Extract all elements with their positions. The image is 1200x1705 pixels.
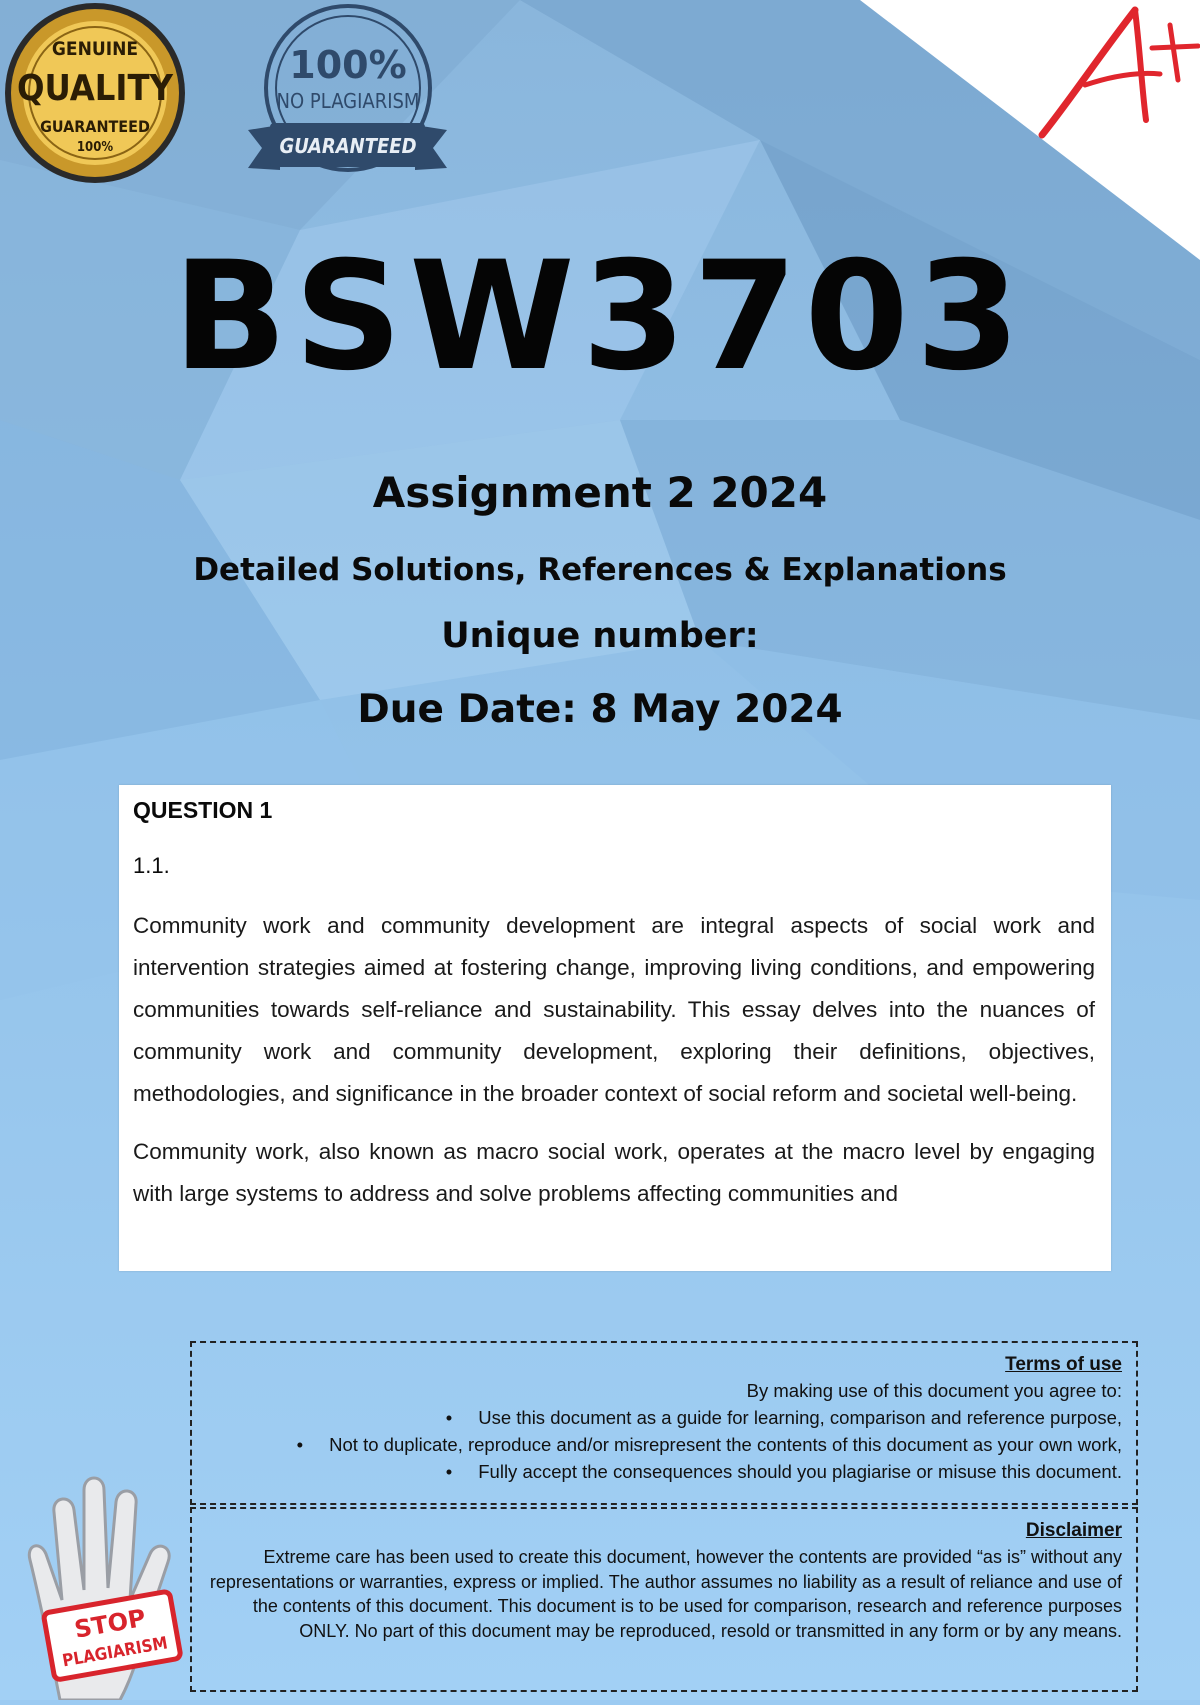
solutions-subtitle: Detailed Solutions, References & Explanations <box>193 552 1007 588</box>
stop-text: STOP <box>72 1603 148 1644</box>
terms-item-text: Use this document as a guide for learning, comparison and reference purpose, <box>478 1407 1122 1428</box>
plagiarism-text: PLAGIARISM <box>60 1633 170 1672</box>
plag-seal-percent: 100% <box>289 43 407 87</box>
terms-intro: By making use of this document you agree to: <box>746 1380 1122 1401</box>
plag-seal-text: NO PLAGIARISM <box>276 89 420 113</box>
bullet-icon: • <box>296 1434 304 1455</box>
question-heading: QUESTION 1 <box>133 797 273 823</box>
quality-seal <box>2 0 192 190</box>
quality-seal-top: GENUINE <box>51 38 139 60</box>
course-code: BSW3703 <box>172 230 1028 404</box>
bullet-icon: • <box>445 1461 453 1482</box>
due-date: Due Date: 8 May 2024 <box>357 687 843 732</box>
paragraph: Community work and community development are integral aspects of social work and intervention strategies aimed at fostering change, improving living conditions, and empowering communities towards self-reliance and sustainability. This essay delves into the nuances of community work and community development, exploring their definitions, objectives, methodologies, and significance in the broader context of social reform and societal well-being. <box>133 913 1095 1106</box>
unique-number-label: Unique number: <box>441 616 759 656</box>
gold-seal-icon <box>2 0 192 190</box>
stop-plagiarism-hand <box>0 1450 240 1700</box>
quality-seal-bottom: GUARANTEED <box>40 117 150 136</box>
quality-seal-main: QUALITY <box>16 68 174 109</box>
stamp-seal-icon <box>240 0 455 190</box>
terms-item <box>204 1404 1122 1431</box>
terms-heading: Terms of use <box>1005 1354 1122 1375</box>
terms-item <box>204 1431 1122 1458</box>
document-preview <box>119 785 1111 1271</box>
plag-seal-ribbon: GUARANTEED <box>279 134 417 158</box>
quality-seal-percent: 100% <box>76 140 114 155</box>
disclaimer-box <box>190 1507 1138 1692</box>
terms-item-text: Fully accept the consequences should you plagiarise or misuse this document. <box>478 1461 1122 1482</box>
grade-mark-icon <box>1030 0 1200 160</box>
no-plagiarism-seal <box>240 0 455 190</box>
assignment-title: Assignment 2 2024 <box>372 468 828 517</box>
disclaimer-text: Extreme care has been used to create this document, however the contents are provided “as is” without any representations or warranties, express or implied. The author assumes no liability as a result of reliance and use of the contents of this document. This document is to be used for comparison, research and reference purposes ONLY. No part of this document may be reproduced, resold or transmitted in any form or by any means. <box>209 1547 1122 1641</box>
bullet-icon: • <box>445 1407 453 1428</box>
terms-item-text: Not to duplicate, reproduce and/or misrepresent the contents of this document as your own work, <box>329 1434 1122 1455</box>
terms-item <box>204 1458 1122 1485</box>
grade-mark <box>1030 0 1200 160</box>
question-number: 1.1. <box>133 853 170 878</box>
terms-of-use-box <box>190 1341 1138 1505</box>
stop-hand-icon <box>0 1450 240 1700</box>
terms-list <box>204 1404 1122 1485</box>
paragraph: Community work, also known as macro social work, operates at the macro level by engaging with large systems to address and solve problems affecting communities and <box>133 1139 1095 1206</box>
disclaimer-heading: Disclaimer <box>1025 1520 1122 1541</box>
preview-content <box>133 795 1095 1231</box>
